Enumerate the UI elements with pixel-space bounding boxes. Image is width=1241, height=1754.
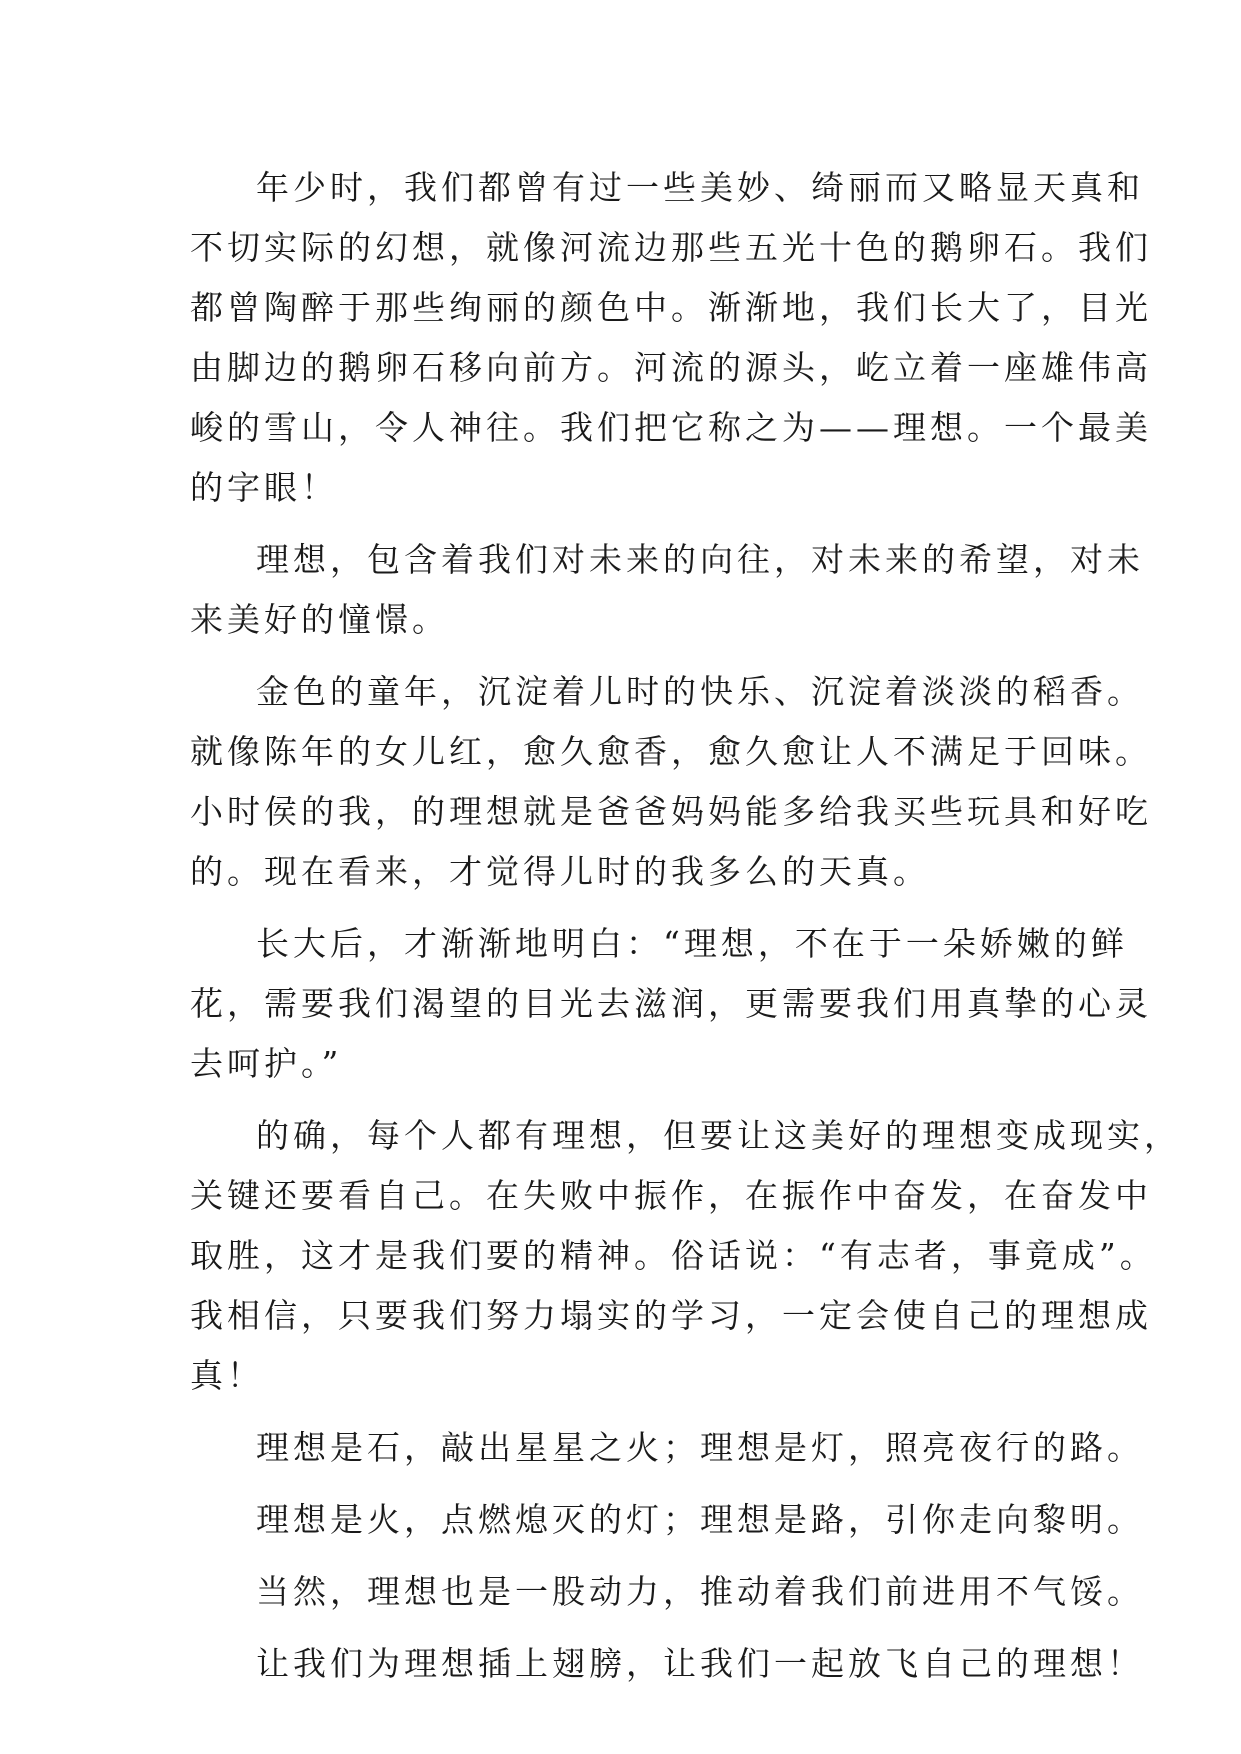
text-line: 让我们为理想插上翅膀，让我们一起放飞自己的理想！ bbox=[256, 1644, 1144, 1683]
paragraph-4 bbox=[190, 914, 1152, 1094]
text-line: 真！ bbox=[190, 1356, 264, 1395]
text-line: 当然，理想也是一股动力，推动着我们前进用不气馁。 bbox=[256, 1572, 1144, 1611]
text-line: 的字眼！ bbox=[190, 468, 338, 507]
paragraph-2 bbox=[190, 530, 1144, 650]
text-line: 理想是火，点燃熄灭的灯；理想是路，引你走向黎明。 bbox=[256, 1500, 1144, 1539]
paragraph-9 bbox=[190, 1634, 1144, 1694]
paragraph-1 bbox=[190, 158, 1152, 518]
text-line: 去呵护。” bbox=[190, 1044, 343, 1083]
text-line: 峻的雪山，令人神往。我们把它称之为——理想。一个最美 bbox=[190, 408, 1152, 447]
paragraph-5 bbox=[190, 1106, 1181, 1406]
text-line: 金色的童年，沉淀着儿时的快乐、沉淀着淡淡的稻香。 bbox=[256, 672, 1144, 711]
text-line: 的确，每个人都有理想，但要让这美好的理想变成现实， bbox=[256, 1116, 1181, 1155]
text-line: 由脚边的鹅卵石移向前方。河流的源头，屹立着一座雄伟高 bbox=[190, 348, 1152, 387]
text-line: 小时侯的我，的理想就是爸爸妈妈能多给我买些玩具和好吃 bbox=[190, 792, 1152, 831]
text-line: 年少时，我们都曾有过一些美妙、绮丽而又略显天真和 bbox=[256, 168, 1144, 207]
text-line: 理想，包含着我们对未来的向往，对未来的希望，对未 bbox=[256, 540, 1144, 579]
text-line: 来美好的憧憬。 bbox=[190, 600, 449, 639]
text-line: 取胜，这才是我们要的精神。俗话说：“有志者，事竟成”。 bbox=[190, 1236, 1157, 1275]
paragraph-7 bbox=[190, 1490, 1144, 1550]
paragraph-6 bbox=[190, 1418, 1144, 1478]
text-line: 都曾陶醉于那些绚丽的颜色中。渐渐地，我们长大了，目光 bbox=[190, 288, 1152, 327]
text-line: 我相信，只要我们努力塌实的学习，一定会使自己的理想成 bbox=[190, 1296, 1152, 1335]
paragraph-3 bbox=[190, 662, 1152, 902]
paragraph-8 bbox=[190, 1562, 1144, 1622]
text-line: 关键还要看自己。在失败中振作，在振作中奋发，在奋发中 bbox=[190, 1176, 1152, 1215]
text-line: 不切实际的幻想，就像河流边那些五光十色的鹅卵石。我们 bbox=[190, 228, 1152, 267]
text-line: 花，需要我们渴望的目光去滋润，更需要我们用真挚的心灵 bbox=[190, 984, 1152, 1023]
text-line: 的。现在看来，才觉得儿时的我多么的天真。 bbox=[190, 852, 930, 891]
text-line: 理想是石，敲出星星之火；理想是灯，照亮夜行的路。 bbox=[256, 1428, 1144, 1467]
essay-body bbox=[190, 158, 1181, 1706]
text-line: 就像陈年的女儿红，愈久愈香，愈久愈让人不满足于回味。 bbox=[190, 732, 1152, 771]
text-line: 长大后，才渐渐地明白：“理想，不在于一朵娇嫩的鲜 bbox=[256, 924, 1128, 963]
